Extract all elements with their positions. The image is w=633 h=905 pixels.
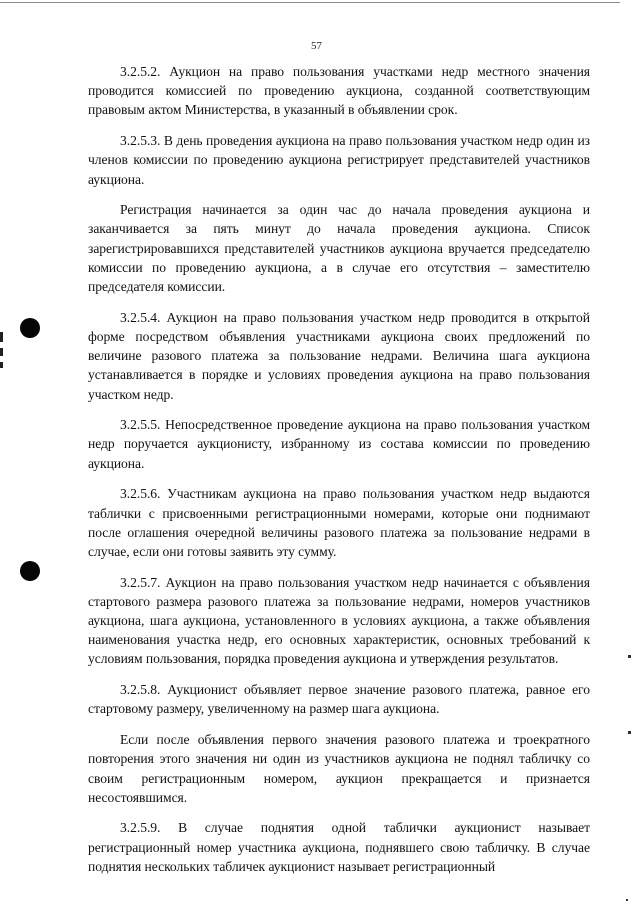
scan-edge-mark bbox=[0, 348, 3, 356]
paragraph-3-2-5-6: 3.2.5.6. Участникам аукциона на право пользования участком недр выдаются таблички с присвоенными регистрационными номерами, которые они поднимают после оглашения очередной величины разового платежа за пользование недрами в случае, если они готовы заявить эту сумму. bbox=[88, 486, 590, 559]
scan-edge-mark bbox=[0, 362, 3, 368]
paragraph-3-2-5-7: 3.2.5.7. Аукцион на право пользования участком недр начинается с объявления стартового размера разового платежа за пользование недрами, номеров участников аукциона, шага аукциона, установленного в условиях аукциона, а также объявления наименования участка недр, его основных характеристик, основных требований к условиям пользования, порядка проведения аукциона и утверждения результатов. bbox=[88, 574, 590, 667]
scan-speck bbox=[628, 731, 631, 734]
paragraph-3-2-5-2: 3.2.5.2. Аукцион на право пользования участками недр местного значения проводится комиссией по проведению аукциона, созданной соответствующим правовым актом Министерства, в указанный в объявлении срок. bbox=[88, 64, 590, 118]
document-body bbox=[88, 62, 590, 888]
paragraph-no-bids: Если после объявления первого значения разового платежа и троекратного повторения этого значения ни один из участников аукциона не поднял табличку со своим регистрационным номером, аукцион прекращается и признается несостоявшимся. bbox=[88, 732, 590, 805]
page-number: 57 bbox=[311, 40, 322, 52]
scan-speck bbox=[626, 899, 628, 901]
scan-top-edge bbox=[0, 2, 620, 3]
binder-hole-mark bbox=[20, 561, 40, 581]
scan-speck bbox=[628, 655, 631, 658]
paragraph-registration: Регистрация начинается за один час до начала проведения аукциона и заканчивается за пять минут до начала проведения аукциона. Список зарегистрировавшихся представителей участников аукциона вручается председателю комиссии по проведению аукциона, а в случае его отсутствия – заместителю председателя комиссии. bbox=[88, 202, 590, 295]
paragraph-3-2-5-4: 3.2.5.4. Аукцион на право пользования участком недр проводится в открытой форме посредством объявления участниками аукциона своих предложений по величине разового платежа за пользование недрами. Величина шага аукциона устанавливается в порядке и условиях проведения аукциона на право пользования участком недр. bbox=[88, 309, 590, 402]
scan-edge-mark bbox=[0, 332, 3, 342]
paragraph-3-2-5-9: 3.2.5.9. В случае поднятия одной таблички аукционист называет регистрационный номер участника аукциона, поднявшего свою табличку. В случае поднятия нескольких табличек аукционист называет регистрационный bbox=[88, 820, 590, 874]
paragraph-3-2-5-3: 3.2.5.3. В день проведения аукциона на право пользования участком недр один из членов комиссии по проведению аукциона регистрирует представителей участников аукциона. bbox=[88, 133, 590, 187]
binder-hole-mark bbox=[20, 318, 40, 338]
paragraph-3-2-5-8: 3.2.5.8. Аукционист объявляет первое значение разового платежа, равное его стартовому размеру, увеличенному на размер шага аукциона. bbox=[88, 682, 590, 717]
paragraph-3-2-5-5: 3.2.5.5. Непосредственное проведение аукциона на право пользования участком недр поручается аукционисту, избранному из состава комиссии по проведению аукциона. bbox=[88, 417, 590, 471]
